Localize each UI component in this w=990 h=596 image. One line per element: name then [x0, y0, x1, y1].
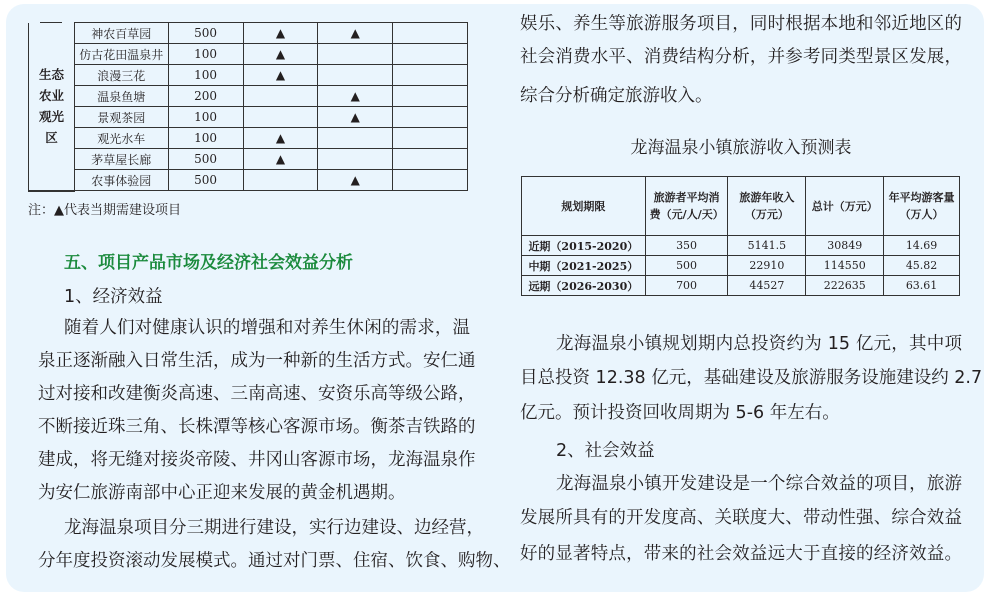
table-title: 龙海温泉小镇旅游收入预测表 — [630, 138, 852, 158]
table-note: 注：▲代表当期需建设项目 — [28, 203, 181, 218]
project-value: 200 — [168, 86, 243, 107]
project-value: 500 — [168, 170, 243, 191]
paragraph-line: 龙海温泉小镇规划期内总投资约为 15 亿元，其中项 — [556, 334, 962, 354]
phase-mark — [243, 170, 318, 191]
table-row — [522, 256, 960, 276]
table-row — [522, 276, 960, 296]
project-name: 温泉鱼塘 — [74, 86, 168, 107]
phase-mark — [393, 44, 468, 65]
zone-text: 区 — [45, 130, 58, 145]
zone-text: 观光 — [38, 109, 64, 124]
table-cell: 44527 — [728, 276, 806, 296]
project-table — [28, 22, 468, 192]
table-cell: 22910 — [728, 256, 806, 276]
table-row — [29, 65, 468, 86]
phase-mark — [393, 86, 468, 107]
project-name: 农事体验园 — [74, 170, 168, 191]
phase-mark: ▲ — [318, 170, 393, 191]
column-header: 总计（万元） — [806, 177, 884, 236]
phase-mark — [318, 44, 393, 65]
table-cell: 114550 — [806, 256, 884, 276]
phase-mark — [393, 170, 468, 191]
table-cell: 700 — [645, 276, 728, 296]
phase-mark: ▲ — [243, 149, 318, 170]
phase-mark — [318, 149, 393, 170]
table-row — [29, 170, 468, 191]
project-name: 浪漫三花 — [74, 65, 168, 86]
revenue-forecast-table — [521, 176, 960, 296]
paragraph-line: 娱乐、养生等旅游服务项目，同时根据本地和邻近地区的 — [520, 14, 962, 34]
table-cell: 222635 — [806, 276, 884, 296]
table-cell: 350 — [645, 236, 728, 256]
subheading-economic: 1、经济效益 — [64, 287, 163, 307]
project-value: 500 — [168, 149, 243, 170]
project-name: 仿古花田温泉井 — [74, 44, 168, 65]
table-cell: 5141.5 — [728, 236, 806, 256]
project-value: 100 — [168, 128, 243, 149]
paragraph-line: 分年度投资滚动发展模式。通过对门票、住宿、饮食、购物、 — [38, 551, 511, 571]
table-row — [29, 44, 468, 65]
phase-mark — [318, 128, 393, 149]
phase-mark: ▲ — [243, 44, 318, 65]
column-header: 规划期限 — [522, 177, 646, 236]
period-cell: 远期（2026-2030） — [522, 276, 646, 296]
project-name: 观光水车 — [74, 128, 168, 149]
paragraph-line: 为安仁旅游南部中心正迎来发展的黄金机遇期。 — [38, 483, 406, 503]
phase-mark — [318, 65, 393, 86]
section-heading: 五、项目产品市场及经济社会效益分析 — [64, 253, 353, 273]
table-row — [29, 149, 468, 170]
table-cell: 500 — [645, 256, 728, 276]
phase-mark — [243, 86, 318, 107]
table-cell: 63.61 — [884, 276, 960, 296]
table-row — [29, 128, 468, 149]
paragraph-line: 不断接近珠三角、长株潭等核心客源市场。衡茶吉铁路的 — [38, 417, 476, 437]
paragraph-line: 社会消费水平、消费结构分析，并参考同类型景区发展， — [520, 47, 962, 67]
paragraph-line: 综合分析确定旅游收入。 — [520, 86, 713, 106]
subheading-social: 2、社会效益 — [556, 441, 655, 461]
phase-mark: ▲ — [243, 65, 318, 86]
paragraph-line: 随着人们对健康认识的增强和对养生休闲的需求，温 — [64, 318, 470, 338]
paragraph-line: 过对接和改建衡炎高速、三南高速、安资乐高等级公路， — [38, 384, 476, 404]
project-name: 景观茶园 — [74, 107, 168, 128]
table-row — [29, 86, 468, 107]
project-value: 100 — [168, 44, 243, 65]
table-cell: 30849 — [806, 236, 884, 256]
period-cell: 近期（2015-2020） — [522, 236, 646, 256]
paragraph-line: 龙海温泉项目分三期进行建设，实行边建设、边经营， — [64, 518, 484, 538]
paragraph-line: 建成，将无缝对接炎帝陵、井冈山客源市场，龙海温泉作 — [38, 450, 476, 470]
paragraph-line: 龙海温泉小镇开发建设是一个综合效益的项目，旅游 — [556, 474, 962, 494]
paragraph-line: 亿元。预计投资回收周期为 5-6 年左右。 — [520, 403, 840, 423]
project-name: 神农百草园 — [74, 23, 168, 44]
phase-mark: ▲ — [318, 23, 393, 44]
phase-mark — [393, 65, 468, 86]
column-header: 旅游年收入（万元） — [728, 177, 806, 236]
project-value: 100 — [168, 107, 243, 128]
table-header-row — [522, 177, 960, 236]
table-cell: 14.69 — [884, 236, 960, 256]
phase-mark — [243, 107, 318, 128]
zone-cell — [29, 23, 75, 191]
phase-mark — [393, 149, 468, 170]
table-row — [29, 107, 468, 128]
phase-mark — [393, 107, 468, 128]
table-cell: 45.82 — [884, 256, 960, 276]
phase-mark: ▲ — [318, 107, 393, 128]
period-cell: 中期（2021-2025） — [522, 256, 646, 276]
column-header: 年平均游客量（万人） — [884, 177, 960, 236]
paragraph-line: 发展所具有的开发度高、关联度大、带动性强、综合效益 — [520, 508, 962, 528]
paragraph-line: 目总投资 12.38 亿元，基础建设及旅游服务设施建设约 2.7 — [520, 368, 983, 388]
table-row — [29, 23, 468, 44]
project-value: 500 — [168, 23, 243, 44]
zone-text: 生态 — [38, 67, 64, 82]
phase-mark: ▲ — [243, 23, 318, 44]
table-row — [522, 236, 960, 256]
phase-mark — [393, 23, 468, 44]
zone-text: 农业 — [38, 88, 64, 103]
phase-mark — [393, 128, 468, 149]
phase-mark: ▲ — [318, 86, 393, 107]
paragraph-line: 泉正逐渐融入日常生活，成为一种新的生活方式。安仁通 — [38, 351, 476, 371]
phase-mark: ▲ — [243, 128, 318, 149]
paragraph-line: 好的显著特点，带来的社会效益远大于直接的经济效益。 — [520, 544, 962, 564]
project-value: 100 — [168, 65, 243, 86]
column-header: 旅游者平均消费（元/人/天） — [645, 177, 728, 236]
project-name: 茅草屋长廊 — [74, 149, 168, 170]
